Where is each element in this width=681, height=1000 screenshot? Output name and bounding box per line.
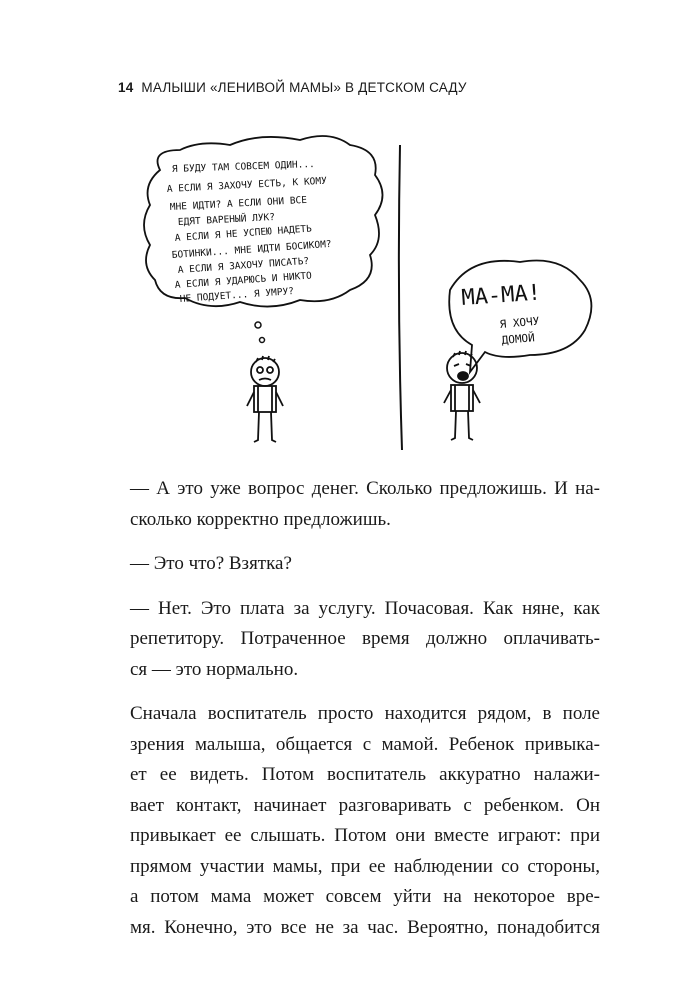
panel-divider [399,145,402,450]
speech-small-text-2: ДОМОЙ [501,331,536,347]
thought-line-8: А ЕСЛИ Я УДАРЮСЬ И НИКТО [174,270,313,291]
thought-line-7: А ЕСЛИ Я ЗАХОЧУ ПИСАТЬ? [177,255,310,276]
paragraph [130,699,600,943]
text-line: — Это что? Взятка? [130,553,292,574]
cartoon-illustration [0,0,681,470]
thought-line-2: А ЕСЛИ Я ЗАХОЧУ ЕСТЬ, К КОМУ [166,175,328,195]
text-line: мя. Конечно, это все не за час. Вероятно, понадобится [130,916,600,938]
text-line: а потом мама может совсем уйти на некоторое вре- [130,886,600,907]
thought-line-4: ЕДЯТ ВАРЕНЫЙ ЛУК? [177,211,276,228]
page-number: 14 [118,80,134,95]
body-text [130,474,600,957]
thought-dot-1 [255,322,261,328]
thought-line-6: БОТИНКИ... МНЕ ИДТИ БОСИКОМ? [171,238,332,261]
thought-dot-2 [260,338,265,343]
text-line: вает контакт, начинает разговаривать с ребенком. Он [130,794,600,816]
text-line: — А это уже вопрос денег. Сколько предложишь. И на- [130,478,600,499]
text-line: прямом участии мамы, при ее наблюдении со стороны, [130,855,600,877]
text-line: Сначала воспитатель просто находится рядом, в поле [130,703,600,724]
text-line: ся — это нормально. [130,658,299,680]
speech-big-text: МА-МА! [460,280,542,311]
text-line: — Нет. Это плата за услугу. Почасовая. Как няне, как [130,597,600,619]
text-line: сколько корректно предложишь. [130,508,391,530]
crying-child [444,351,480,440]
worried-child [247,356,283,442]
text-line: ет ее видеть. Потом воспитатель аккуратно налажи- [130,764,600,785]
thought-line-1: Я БУДУ ТАМ СОВСЕМ ОДИН... [171,159,316,175]
chapter-title: МАЛЫШИ «ЛЕНИВОЙ МАМЫ» В ДЕТСКОМ САДУ [141,80,467,95]
paragraph [130,474,600,535]
thought-line-9: НЕ ПОДУЕТ... Я УМРУ? [179,286,295,305]
thought-line-3: МНЕ ИДТИ? А ЕСЛИ ОНИ ВСЕ [169,194,308,213]
text-line: привыкает ее слышать. Потом они вместе играют: при [130,825,600,846]
text-line: зрения малыша, общается с мамой. Ребенок привыка- [130,733,600,755]
speech-small-text-1: Я ХОЧУ [499,314,540,331]
paragraph [130,594,600,686]
paragraph [130,549,600,580]
thought-line-5: А ЕСЛИ Я НЕ УСПЕЮ НАДЕТЬ [174,223,313,244]
text-line: репетитору. Потраченное время должно оплачивать- [130,628,600,649]
